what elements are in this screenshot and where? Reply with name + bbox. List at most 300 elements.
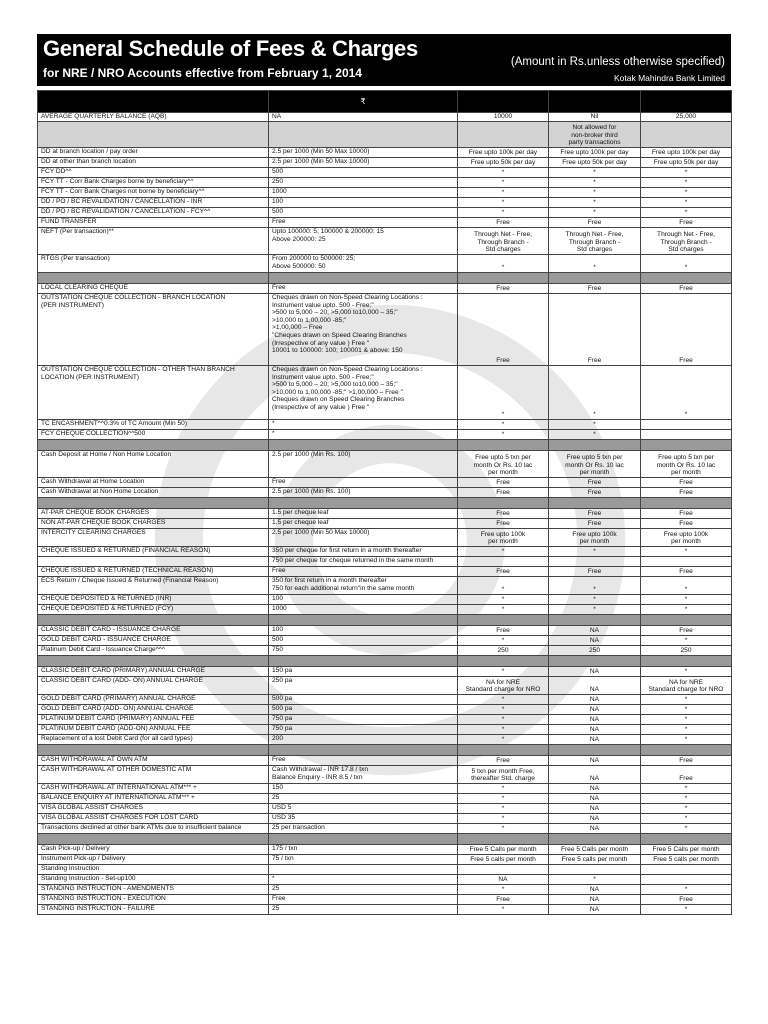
cell-charge: 350 for first return in a month thereafter 750 for each additional return"in the same month — [269, 577, 458, 595]
table-row — [38, 804, 732, 814]
cell-service: Cash Withdrawal at Non Home Location — [38, 488, 269, 498]
cell-charge: 500 pa — [269, 695, 458, 705]
cell-col-b: * — [549, 178, 641, 188]
cell-col-a: * — [458, 695, 549, 705]
cell-charge: 25 — [269, 885, 458, 895]
table-row — [38, 626, 732, 636]
cell-col-a: * — [458, 725, 549, 735]
cell-col-c: Free — [641, 509, 732, 519]
table-row — [38, 509, 732, 519]
cell-service: CHEQUE DEPOSITED & RETURNED (FCY) — [38, 605, 269, 615]
cell-col-c: * — [641, 695, 732, 705]
cell-col-b: NA — [549, 804, 641, 814]
cell-col-c: Free — [641, 218, 732, 228]
cell-col-c — [641, 656, 732, 667]
table-row — [38, 715, 732, 725]
table-row — [38, 366, 732, 420]
table-row — [38, 148, 732, 158]
cell-charge: Free — [269, 567, 458, 577]
cell-col-c: NA for NRE Standard charge for NRO — [641, 677, 732, 695]
cell-col-a — [458, 440, 549, 451]
cell-col-c: Free — [641, 478, 732, 488]
cell-service: CASH WITHDRAWAL AT OTHER DOMESTIC ATM — [38, 766, 269, 784]
cell-col-a: * — [458, 366, 549, 420]
cell-service: GOLD DEBIT CARD (PRIMARY) ANNUAL CHARGE — [38, 695, 269, 705]
cell-col-c: * — [641, 188, 732, 198]
cell-service: CLASSIC DEBIT CARD (PRIMARY) ANNUAL CHARGE — [38, 667, 269, 677]
table-row — [38, 705, 732, 715]
cell-service: ECS Return / Cheque Issued & Returned (Financial Reason) — [38, 577, 269, 595]
cell-col-c: * — [641, 804, 732, 814]
cell-col-c: * — [641, 905, 732, 915]
cell-col-b: * — [549, 577, 641, 595]
cell-col-c — [641, 440, 732, 451]
table-row — [38, 519, 732, 529]
cell-service: Standing Instruction — [38, 865, 269, 875]
cell-service: NON AT-PAR CHEQUE BOOK CHARGES — [38, 519, 269, 529]
cell-col-b: NA — [549, 824, 641, 834]
cell-charge: 500 — [269, 636, 458, 646]
cell-service: Instrument Pick-up / Delivery — [38, 855, 269, 865]
table-row — [38, 218, 732, 228]
cell-col-a: * — [458, 577, 549, 595]
cell-col-a: NA for NRE Standard charge for NRO — [458, 677, 549, 695]
cell-col-b: Free 5 calls per month — [549, 855, 641, 865]
cell-col-a — [458, 834, 549, 845]
cell-col-c — [641, 498, 732, 509]
cell-col-c: Free — [641, 567, 732, 577]
cell-col-a: 10000 — [458, 113, 549, 122]
cell-col-c: Free 5 calls per month — [641, 855, 732, 865]
cell-charge: 2.5 per 1000 (Min 50 Max 10000) — [269, 158, 458, 168]
cell-col-a: Through Net - Free, Through Branch - Std charges — [458, 228, 549, 255]
cell-charge: 25 — [269, 905, 458, 915]
cell-service: Transactions declined at other bank ATMs due to insufficient balance — [38, 824, 269, 834]
cell-service: TC ENCASHMENT^^0.3% of TC Amount (Min 50) — [38, 420, 269, 430]
cell-col-b: Free — [549, 519, 641, 529]
table-row — [38, 228, 732, 255]
cell-col-b: NA — [549, 677, 641, 695]
cell-col-b: Free — [549, 478, 641, 488]
table-row — [38, 420, 732, 430]
table-row — [38, 488, 732, 498]
cell-charge: 1000 — [269, 605, 458, 615]
cell-charge: Cheques drawn on Non-Speed Clearing Locations : Instrument value upto. 500 - Free;" >500 to 5,000 – 20; >5,000 to10,000 – 35;" >10,000 to 1,00,000 -85;" >1,00,000 – Free " Cheques drawn on Speed Clearing Branches (Irrespective of any value ) Free " — [269, 366, 458, 420]
table-row — [38, 255, 732, 273]
table-row — [38, 188, 732, 198]
cell-service: CHEQUE ISSUED & RETURNED (TECHNICAL REASON) — [38, 567, 269, 577]
cell-service: FCY CHEQUE COLLECTION^^500 — [38, 430, 269, 440]
cell-col-a — [458, 122, 549, 148]
table-row — [38, 557, 732, 567]
section-separator-row — [38, 498, 732, 509]
cell-service: BALANCE ENQUIRY AT INTERNATIONAL ATM*** + — [38, 794, 269, 804]
cell-charge: 750 per cheque for cheque returned in the same month — [269, 557, 458, 567]
cell-service: Replacement of a lost Debit Card (for all card types) — [38, 735, 269, 745]
cell-col-c — [641, 834, 732, 845]
cell-col-a: 5 txn per month Free, thereafter Std. charge — [458, 766, 549, 784]
cell-service: LOCAL CLEARING CHEQUE — [38, 284, 269, 294]
cell-service: GOLD DEBIT CARD - ISSUANCE CHARGE — [38, 636, 269, 646]
cell-service: STANDING INSTRUCTION - AMENDMENTS — [38, 885, 269, 895]
cell-col-b: NA — [549, 905, 641, 915]
cell-col-b: Nil — [549, 113, 641, 122]
cell-service — [38, 122, 269, 148]
cell-col-b: Free — [549, 488, 641, 498]
cell-charge — [269, 440, 458, 451]
cell-col-c: * — [641, 577, 732, 595]
table-row — [38, 875, 732, 885]
table-row — [38, 855, 732, 865]
cell-charge: 750 — [269, 646, 458, 656]
cell-col-a: * — [458, 715, 549, 725]
cell-col-c — [641, 122, 732, 148]
cell-col-c: * — [641, 667, 732, 677]
cell-col-c: * — [641, 547, 732, 557]
cell-col-b: Through Net - Free, Through Branch - Std charges — [549, 228, 641, 255]
cell-service: DD / PO / BC REVALIDATION / CANCELLATION - FCY^^ — [38, 208, 269, 218]
cell-col-b: * — [549, 198, 641, 208]
cell-col-b: NA — [549, 885, 641, 895]
cell-col-c: * — [641, 636, 732, 646]
cell-col-c: * — [641, 784, 732, 794]
cell-col-b: NA — [549, 735, 641, 745]
table-row — [38, 735, 732, 745]
cell-col-b: Free — [549, 509, 641, 519]
cell-service: CHEQUE ISSUED & RETURNED (FINANCIAL REASON) — [38, 547, 269, 557]
cell-charge: * — [269, 430, 458, 440]
table-row — [38, 168, 732, 178]
cell-charge: 100 — [269, 626, 458, 636]
cell-col-c: * — [641, 178, 732, 188]
cell-col-b — [549, 615, 641, 626]
cell-col-c: * — [641, 605, 732, 615]
cell-service: DD at other than branch location — [38, 158, 269, 168]
cell-col-b: NA — [549, 626, 641, 636]
cell-col-a: * — [458, 178, 549, 188]
cell-charge: * — [269, 875, 458, 885]
document-title: General Schedule of Fees & Charges — [43, 36, 418, 61]
cell-service: FCY TT - Corr Bank Charges not borne by beneficiary^^ — [38, 188, 269, 198]
cell-charge: Free — [269, 218, 458, 228]
cell-charge: 750 pa — [269, 725, 458, 735]
table-row — [38, 198, 732, 208]
table-row — [38, 725, 732, 735]
cell-col-b: NA — [549, 756, 641, 766]
cell-col-c: Free upto 100k per day — [641, 148, 732, 158]
cell-col-b: * — [549, 420, 641, 430]
document-subtitle: for NRE / NRO Accounts effective from February 1, 2014 — [43, 66, 362, 80]
cell-col-a: Free — [458, 626, 549, 636]
cell-col-b: NA — [549, 895, 641, 905]
cell-col-a — [458, 273, 549, 284]
cell-col-a — [458, 91, 549, 113]
section-separator-row — [38, 656, 732, 667]
cell-col-c: Free — [641, 519, 732, 529]
fees-table-body — [38, 91, 732, 915]
table-row — [38, 122, 732, 148]
cell-col-c: * — [641, 366, 732, 420]
cell-col-b: Free upto 5 txn per month Or Rs. 10 lac per month — [549, 451, 641, 478]
cell-charge: 100 — [269, 198, 458, 208]
cell-charge: 175 / txn — [269, 845, 458, 855]
cell-charge: * — [269, 420, 458, 430]
cell-charge: 2.5 per 1000 (Min 50 Max 10000) — [269, 148, 458, 158]
cell-col-b: Free upto 50k per day — [549, 158, 641, 168]
cell-col-b — [549, 440, 641, 451]
cell-service: CLASSIC DEBIT CARD (ADD- ON) ANNUAL CHARGE — [38, 677, 269, 695]
cell-col-a: * — [458, 605, 549, 615]
cell-col-b: Not allowed for non-broker third party transactions — [549, 122, 641, 148]
cell-col-a — [458, 745, 549, 756]
cell-service: INTERCITY CLEARING CHARGES — [38, 529, 269, 547]
cell-service: Platinum Debit Card - Issuance Charge^^^ — [38, 646, 269, 656]
cell-service: PLATINUM DEBIT CARD (ADD-ON) ANNUAL FEE — [38, 725, 269, 735]
cell-col-c: * — [641, 198, 732, 208]
table-row — [38, 636, 732, 646]
cell-col-c: Free — [641, 284, 732, 294]
cell-charge: 500 pa — [269, 705, 458, 715]
cell-col-b: NA — [549, 667, 641, 677]
table-row — [38, 208, 732, 218]
table-header-row — [38, 91, 732, 113]
cell-col-b: NA — [549, 695, 641, 705]
cell-col-b: * — [549, 168, 641, 178]
section-separator-row — [38, 615, 732, 626]
cell-charge: 250 — [269, 178, 458, 188]
cell-col-c: * — [641, 885, 732, 895]
cell-col-b — [549, 745, 641, 756]
cell-service: AVERAGE QUARTERLY BALANCE (AQB) — [38, 113, 269, 122]
cell-service — [38, 557, 269, 567]
cell-col-a: Free — [458, 218, 549, 228]
cell-charge: 200 — [269, 735, 458, 745]
cell-col-b — [549, 557, 641, 567]
cell-col-a: * — [458, 595, 549, 605]
cell-col-a: 250 — [458, 646, 549, 656]
table-row — [38, 284, 732, 294]
cell-charge: 500 — [269, 168, 458, 178]
cell-charge: 25 — [269, 794, 458, 804]
cell-col-c: 250 — [641, 646, 732, 656]
cell-col-c — [641, 875, 732, 885]
cell-col-a: * — [458, 705, 549, 715]
cell-col-c: * — [641, 814, 732, 824]
cell-col-a: Free — [458, 519, 549, 529]
cell-col-a: * — [458, 255, 549, 273]
table-row — [38, 794, 732, 804]
cell-col-a: NA — [458, 875, 549, 885]
cell-charge: 1.5 per cheque leaf — [269, 519, 458, 529]
cell-col-a: Free upto 100k per day — [458, 148, 549, 158]
cell-col-b: NA — [549, 794, 641, 804]
cell-col-b: NA — [549, 636, 641, 646]
cell-charge: 750 pa — [269, 715, 458, 725]
cell-charge: 500 — [269, 208, 458, 218]
cell-col-c: * — [641, 715, 732, 725]
cell-col-c: Free — [641, 488, 732, 498]
cell-charge: Cheques drawn on Non-Speed Clearing Locations : Instrument value upto. 500 - Free;" >500 to 5,000 – 20; >5,000 to10,000 – 35;" >10,000 to 1,00,000 -85;" >1,00,000 – Free "Cheques drawn on Speed Clearing Branches (Irrespective of any value ) Free " 10001 to 100000: 100; 100001 & above: 150 — [269, 294, 458, 366]
table-row — [38, 529, 732, 547]
cell-col-a: * — [458, 885, 549, 895]
cell-col-a: * — [458, 420, 549, 430]
cell-col-a: * — [458, 667, 549, 677]
cell-col-b: * — [549, 605, 641, 615]
cell-col-b — [549, 865, 641, 875]
cell-col-c: * — [641, 255, 732, 273]
cell-col-c: Free upto 100k per month — [641, 529, 732, 547]
cell-service: CHEQUE DEPOSITED & RETURNED (INR) — [38, 595, 269, 605]
cell-col-a: Free — [458, 294, 549, 366]
table-row — [38, 885, 732, 895]
cell-charge: ₹ — [269, 91, 458, 113]
cell-service: DD at branch location / pay order — [38, 148, 269, 158]
section-separator-row — [38, 745, 732, 756]
cell-col-b: NA — [549, 814, 641, 824]
cell-service: STANDING INSTRUCTION - FAILURE — [38, 905, 269, 915]
table-row — [38, 478, 732, 488]
cell-charge — [269, 273, 458, 284]
cell-col-a: Free 5 calls per month — [458, 855, 549, 865]
cell-col-a: * — [458, 208, 549, 218]
cell-col-b: Free 5 Calls per month — [549, 845, 641, 855]
section-separator-row — [38, 834, 732, 845]
cell-col-b — [549, 656, 641, 667]
cell-service: AT-PAR CHEQUE BOOK CHARGES — [38, 509, 269, 519]
cell-charge: Upto 100000: 5; 100000 & 200000: 15 Above 200000: 25 — [269, 228, 458, 255]
cell-service — [38, 615, 269, 626]
cell-col-a: Free upto 50k per day — [458, 158, 549, 168]
cell-service: Cash Withdrawal at Home Location — [38, 478, 269, 488]
cell-col-a: * — [458, 636, 549, 646]
cell-col-a: Free — [458, 895, 549, 905]
cell-col-a: * — [458, 188, 549, 198]
cell-service: Cash Pick-up / Delivery — [38, 845, 269, 855]
cell-col-b: NA — [549, 705, 641, 715]
section-separator-row — [38, 273, 732, 284]
cell-service: PLATINUM DEBIT CARD (PRIMARY) ANNUAL FEE — [38, 715, 269, 725]
cell-col-a: * — [458, 735, 549, 745]
cell-service: CASH WITHDRAWAL AT OWN ATM — [38, 756, 269, 766]
table-row — [38, 178, 732, 188]
cell-col-c: * — [641, 168, 732, 178]
cell-col-b: Free — [549, 284, 641, 294]
cell-service — [38, 656, 269, 667]
cell-col-b: 250 — [549, 646, 641, 656]
table-row — [38, 605, 732, 615]
cell-col-b: NA — [549, 784, 641, 794]
table-row — [38, 113, 732, 122]
table-row — [38, 430, 732, 440]
cell-col-c: * — [641, 725, 732, 735]
cell-service: CASH WITHDRAWAL AT INTERNATIONAL ATM*** + — [38, 784, 269, 794]
cell-col-b: Free — [549, 567, 641, 577]
cell-charge: 75 / txn — [269, 855, 458, 865]
cell-col-c: Free — [641, 294, 732, 366]
cell-col-a: Free — [458, 488, 549, 498]
cell-col-b: * — [549, 430, 641, 440]
cell-charge: 2.5 per 1000 (Min 50 Max 10000) — [269, 529, 458, 547]
table-row — [38, 677, 732, 695]
cell-service — [38, 440, 269, 451]
cell-col-b: NA — [549, 725, 641, 735]
cell-service — [38, 91, 269, 113]
fees-table-container — [37, 90, 731, 915]
cell-col-c: Free upto 5 txn per month Or Rs. 10 lac per month — [641, 451, 732, 478]
cell-col-a: * — [458, 198, 549, 208]
cell-col-a: Free — [458, 567, 549, 577]
cell-col-a: Free upto 100k per month — [458, 529, 549, 547]
cell-service: DD / PO / BC REVALIDATION / CANCELLATION - INR — [38, 198, 269, 208]
cell-col-a: * — [458, 168, 549, 178]
cell-service: RTGS (Per transaction) — [38, 255, 269, 273]
cell-col-a: * — [458, 804, 549, 814]
cell-charge: USD 5 — [269, 804, 458, 814]
cell-col-a: Free — [458, 509, 549, 519]
cell-col-c: * — [641, 705, 732, 715]
cell-col-b: NA — [549, 766, 641, 784]
cell-col-a: * — [458, 814, 549, 824]
cell-col-c — [641, 91, 732, 113]
cell-col-a: * — [458, 794, 549, 804]
section-separator-row — [38, 440, 732, 451]
cell-col-b: * — [549, 366, 641, 420]
cell-col-a: * — [458, 905, 549, 915]
fees-table — [37, 90, 732, 915]
cell-charge: Free — [269, 895, 458, 905]
cell-col-c: Free upto 50k per day — [641, 158, 732, 168]
cell-col-a: Free — [458, 284, 549, 294]
cell-charge: Free — [269, 284, 458, 294]
cell-col-c: Free — [641, 766, 732, 784]
table-row — [38, 294, 732, 366]
cell-col-a — [458, 498, 549, 509]
cell-col-c: * — [641, 824, 732, 834]
cell-col-c — [641, 273, 732, 284]
cell-col-b: * — [549, 875, 641, 885]
cell-col-b: NA — [549, 715, 641, 725]
cell-charge: 2.5 per 1000 (Min Rs. 100) — [269, 488, 458, 498]
cell-charge — [269, 498, 458, 509]
cell-charge — [269, 615, 458, 626]
cell-col-c: 25,000 — [641, 113, 732, 122]
table-row — [38, 577, 732, 595]
cell-charge: 25 per transaction — [269, 824, 458, 834]
cell-charge: 1000 — [269, 188, 458, 198]
cell-col-b: Free upto 100k per day — [549, 148, 641, 158]
cell-service: FCY DD^^ — [38, 168, 269, 178]
table-row — [38, 814, 732, 824]
cell-col-b: * — [549, 255, 641, 273]
cell-col-c — [641, 745, 732, 756]
table-row — [38, 667, 732, 677]
cell-col-a: * — [458, 824, 549, 834]
cell-col-c — [641, 557, 732, 567]
cell-charge: USD 35 — [269, 814, 458, 824]
cell-col-b — [549, 498, 641, 509]
table-row — [38, 824, 732, 834]
cell-service: Standing Instruction - Set-up100 — [38, 875, 269, 885]
cell-charge: Free — [269, 756, 458, 766]
cell-col-c: * — [641, 595, 732, 605]
cell-service: OUTSTATION CHEQUE COLLECTION - OTHER THAN BRANCH LOCATION (PER INSTRUMENT) — [38, 366, 269, 420]
cell-col-c: Through Net - Free, Through Branch - Std charges — [641, 228, 732, 255]
cell-col-b: Free — [549, 294, 641, 366]
cell-col-c: * — [641, 794, 732, 804]
cell-charge: Cash Withdrawal - INR 17.8 / txn Balance Enquiry - INR 8.5 / txn — [269, 766, 458, 784]
cell-charge — [269, 745, 458, 756]
cell-col-a: Free upto 5 txn per month Or Rs. 10 lac per month — [458, 451, 549, 478]
